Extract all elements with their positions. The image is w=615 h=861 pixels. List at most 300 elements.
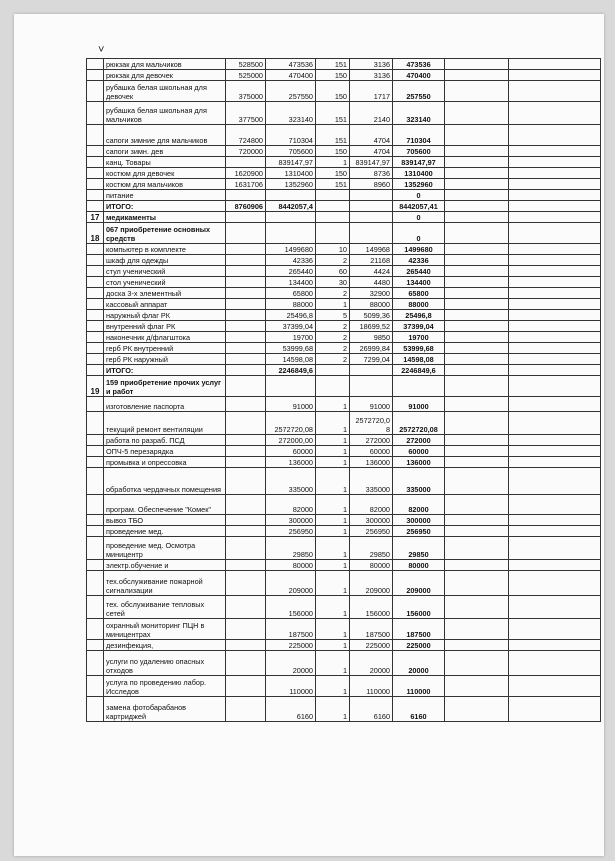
- table-row: [87, 468, 601, 495]
- plan-amount: 724800: [226, 125, 266, 146]
- empty-cell: [509, 537, 601, 560]
- empty-cell: [445, 376, 509, 397]
- quantity: 150: [316, 81, 350, 102]
- item-name: внутренний флаг РК: [104, 321, 226, 332]
- item-name: тех. обслуживание тепловых сетей: [104, 596, 226, 619]
- unit-price: 6160: [350, 697, 393, 722]
- table-row: [87, 446, 601, 457]
- plan-amount: [226, 596, 266, 619]
- empty-cell: [445, 201, 509, 212]
- empty-cell: [509, 223, 601, 244]
- empty-cell: [445, 223, 509, 244]
- quantity: 1: [316, 619, 350, 640]
- fact-amount: 37399,04: [266, 321, 316, 332]
- plan-amount: 1631706: [226, 179, 266, 190]
- empty-cell: [509, 560, 601, 571]
- total-amount: 0: [393, 190, 445, 201]
- table-row: [87, 299, 601, 310]
- item-name: кассовый аппарат: [104, 299, 226, 310]
- empty-cell: [509, 526, 601, 537]
- plan-amount: [226, 495, 266, 515]
- quantity: 1: [316, 468, 350, 495]
- fact-amount: 20000: [266, 651, 316, 676]
- table-row: [87, 157, 601, 168]
- empty-cell: [445, 179, 509, 190]
- item-name: текущий ремонт вентиляции: [104, 412, 226, 435]
- fact-amount: 156000: [266, 596, 316, 619]
- plan-amount: [226, 190, 266, 201]
- row-number: [87, 515, 104, 526]
- plan-amount: [226, 397, 266, 412]
- item-name: шкаф для одежды: [104, 255, 226, 266]
- item-name: стол ученический: [104, 277, 226, 288]
- item-name: замена фотобарабанов картриджей: [104, 697, 226, 722]
- quantity: [316, 365, 350, 376]
- quantity: 1: [316, 446, 350, 457]
- total-amount: 1499680: [393, 244, 445, 255]
- row-number: [87, 70, 104, 81]
- item-name: обработка чердачных помещения: [104, 468, 226, 495]
- quantity: 1: [316, 412, 350, 435]
- plan-amount: [226, 412, 266, 435]
- row-number: [87, 266, 104, 277]
- fact-amount: 710304: [266, 125, 316, 146]
- unit-price: 156000: [350, 596, 393, 619]
- empty-cell: [509, 515, 601, 526]
- fact-amount: 257550: [266, 81, 316, 102]
- empty-cell: [509, 697, 601, 722]
- fact-amount: 65800: [266, 288, 316, 299]
- total-amount: 839147,97: [393, 157, 445, 168]
- plan-amount: [226, 515, 266, 526]
- total-amount: 0: [393, 212, 445, 223]
- item-name: услуга по проведению лабор. Исследов: [104, 676, 226, 697]
- plan-amount: 525000: [226, 70, 266, 81]
- total-amount: 265440: [393, 266, 445, 277]
- table-row: [87, 397, 601, 412]
- quantity: 1: [316, 435, 350, 446]
- table-row: [87, 526, 601, 537]
- fact-amount: 225000: [266, 640, 316, 651]
- empty-cell: [509, 446, 601, 457]
- fact-amount: 209000: [266, 571, 316, 596]
- quantity: 1: [316, 560, 350, 571]
- plan-amount: [226, 310, 266, 321]
- empty-cell: [509, 168, 601, 179]
- unit-price: 4424: [350, 266, 393, 277]
- total-amount: 225000: [393, 640, 445, 651]
- table-row: [87, 277, 601, 288]
- empty-cell: [509, 435, 601, 446]
- table-row: [87, 266, 601, 277]
- unit-price: 839147,97: [350, 157, 393, 168]
- empty-cell: [445, 146, 509, 157]
- plan-amount: 375000: [226, 81, 266, 102]
- unit-price: 256950: [350, 526, 393, 537]
- total-amount: 2572720,08: [393, 412, 445, 435]
- plan-amount: [226, 343, 266, 354]
- row-number: [87, 446, 104, 457]
- fact-amount: 91000: [266, 397, 316, 412]
- empty-cell: [445, 435, 509, 446]
- quantity: 60: [316, 266, 350, 277]
- quantity: 2: [316, 321, 350, 332]
- table-row: [87, 223, 601, 244]
- row-number: [87, 288, 104, 299]
- table-body: [87, 59, 601, 722]
- unit-price: 3136: [350, 70, 393, 81]
- unit-price: 18699,52: [350, 321, 393, 332]
- empty-cell: [509, 397, 601, 412]
- row-number: [87, 59, 104, 70]
- total-amount: 91000: [393, 397, 445, 412]
- table-row: [87, 255, 601, 266]
- empty-cell: [445, 321, 509, 332]
- empty-cell: [445, 697, 509, 722]
- empty-cell: [445, 332, 509, 343]
- unit-price: 225000: [350, 640, 393, 651]
- total-amount: 14598,08: [393, 354, 445, 365]
- total-amount: 25496,8: [393, 310, 445, 321]
- quantity: 10: [316, 244, 350, 255]
- empty-cell: [509, 212, 601, 223]
- quantity: 1: [316, 495, 350, 515]
- quantity: 1: [316, 299, 350, 310]
- empty-cell: [509, 365, 601, 376]
- fact-amount: 60000: [266, 446, 316, 457]
- fact-amount: 29850: [266, 537, 316, 560]
- plan-amount: [226, 571, 266, 596]
- row-number: 17: [87, 212, 104, 223]
- fact-amount: 42336: [266, 255, 316, 266]
- empty-cell: [509, 676, 601, 697]
- table-row: [87, 596, 601, 619]
- empty-cell: [509, 146, 601, 157]
- row-number: [87, 157, 104, 168]
- quantity: 1: [316, 397, 350, 412]
- unit-price: 335000: [350, 468, 393, 495]
- row-number: [87, 299, 104, 310]
- empty-cell: [509, 651, 601, 676]
- unit-price: [350, 201, 393, 212]
- plan-amount: [226, 676, 266, 697]
- plan-amount: [226, 697, 266, 722]
- unit-price: 20000: [350, 651, 393, 676]
- table-row: [87, 651, 601, 676]
- table-row: [87, 146, 601, 157]
- empty-cell: [509, 157, 601, 168]
- unit-price: 110000: [350, 676, 393, 697]
- plan-amount: [226, 435, 266, 446]
- total-amount: 156000: [393, 596, 445, 619]
- item-name: стул ученический: [104, 266, 226, 277]
- unit-price: [350, 365, 393, 376]
- empty-cell: [445, 457, 509, 468]
- unit-price: 82000: [350, 495, 393, 515]
- table-row: [87, 125, 601, 146]
- quantity: 151: [316, 179, 350, 190]
- quantity: 1: [316, 651, 350, 676]
- total-amount: 335000: [393, 468, 445, 495]
- unit-price: 5099,36: [350, 310, 393, 321]
- total-amount: 300000: [393, 515, 445, 526]
- empty-cell: [509, 457, 601, 468]
- plan-amount: [226, 376, 266, 397]
- quantity: 1: [316, 515, 350, 526]
- empty-cell: [509, 343, 601, 354]
- row-number: [87, 619, 104, 640]
- table-row: [87, 310, 601, 321]
- empty-cell: [445, 70, 509, 81]
- fact-amount: [266, 212, 316, 223]
- empty-cell: [509, 70, 601, 81]
- quantity: 150: [316, 70, 350, 81]
- fact-amount: 470400: [266, 70, 316, 81]
- item-name: проведение мед.: [104, 526, 226, 537]
- plan-amount: [226, 223, 266, 244]
- fact-amount: 323140: [266, 102, 316, 125]
- quantity: 1: [316, 526, 350, 537]
- fact-amount: 272000,00: [266, 435, 316, 446]
- quantity: 1: [316, 571, 350, 596]
- unit-price: 60000: [350, 446, 393, 457]
- total-amount: 20000: [393, 651, 445, 676]
- unit-price: 3136: [350, 59, 393, 70]
- empty-cell: [445, 244, 509, 255]
- table-row: [87, 365, 601, 376]
- empty-cell: [509, 190, 601, 201]
- plan-amount: [226, 457, 266, 468]
- table-row: [87, 495, 601, 515]
- empty-cell: [509, 310, 601, 321]
- empty-cell: [445, 277, 509, 288]
- total-amount: 473536: [393, 59, 445, 70]
- empty-cell: [509, 179, 601, 190]
- row-number: [87, 457, 104, 468]
- table-row: [87, 212, 601, 223]
- empty-cell: [445, 310, 509, 321]
- fact-amount: 256950: [266, 526, 316, 537]
- empty-cell: [445, 102, 509, 125]
- fact-amount: 136000: [266, 457, 316, 468]
- item-name: сапоги зимн. дев: [104, 146, 226, 157]
- item-name: охранный мониторинг ПЦН в миницентрах: [104, 619, 226, 640]
- fact-amount: [266, 376, 316, 397]
- item-name: тех.обслуживание пожарной сигнализации: [104, 571, 226, 596]
- quantity: 151: [316, 102, 350, 125]
- table-row: [87, 354, 601, 365]
- fact-amount: 53999,68: [266, 343, 316, 354]
- unit-price: 209000: [350, 571, 393, 596]
- empty-cell: [445, 468, 509, 495]
- row-number: [87, 310, 104, 321]
- item-name: рубашка белая школьная для девочек: [104, 81, 226, 102]
- unit-price: 32900: [350, 288, 393, 299]
- empty-cell: [445, 266, 509, 277]
- row-number: [87, 343, 104, 354]
- row-number: [87, 146, 104, 157]
- total-amount: 209000: [393, 571, 445, 596]
- total-amount: 2246849,6: [393, 365, 445, 376]
- table-row: [87, 201, 601, 212]
- fact-amount: 14598,08: [266, 354, 316, 365]
- unit-price: 272000: [350, 435, 393, 446]
- table-row: [87, 697, 601, 722]
- total-amount: 323140: [393, 102, 445, 125]
- empty-cell: [509, 299, 601, 310]
- table-row: [87, 59, 601, 70]
- total-amount: 60000: [393, 446, 445, 457]
- table-row: [87, 168, 601, 179]
- unit-price: 4480: [350, 277, 393, 288]
- fact-amount: 88000: [266, 299, 316, 310]
- quantity: 1: [316, 457, 350, 468]
- quantity: 1: [316, 157, 350, 168]
- empty-cell: [445, 640, 509, 651]
- empty-cell: [509, 596, 601, 619]
- plan-amount: [226, 446, 266, 457]
- item-name: ИТОГО:: [104, 365, 226, 376]
- unit-price: [350, 190, 393, 201]
- table-row: [87, 343, 601, 354]
- fact-amount: 110000: [266, 676, 316, 697]
- row-number: [87, 102, 104, 125]
- quantity: 150: [316, 146, 350, 157]
- item-name: сапоги зимние для мальчиков: [104, 125, 226, 146]
- item-name: рюкзак для мальчиков: [104, 59, 226, 70]
- total-amount: 37399,04: [393, 321, 445, 332]
- empty-cell: [445, 343, 509, 354]
- quantity: 2: [316, 343, 350, 354]
- empty-cell: [445, 619, 509, 640]
- fact-amount: 1352960: [266, 179, 316, 190]
- fact-amount: 80000: [266, 560, 316, 571]
- empty-cell: [445, 446, 509, 457]
- empty-cell: [445, 288, 509, 299]
- item-name: услуги по удалению опасных отходов: [104, 651, 226, 676]
- total-amount: 187500: [393, 619, 445, 640]
- item-name: наконечник д/флагштока: [104, 332, 226, 343]
- empty-cell: [509, 495, 601, 515]
- plan-amount: 528500: [226, 59, 266, 70]
- row-number: [87, 468, 104, 495]
- plan-amount: [226, 288, 266, 299]
- quantity: 1: [316, 640, 350, 651]
- row-number: [87, 125, 104, 146]
- total-amount: 0: [393, 223, 445, 244]
- row-number: [87, 560, 104, 571]
- unit-price: 9850: [350, 332, 393, 343]
- expense-table: [86, 58, 601, 722]
- fact-amount: 300000: [266, 515, 316, 526]
- unit-price: 2140: [350, 102, 393, 125]
- unit-price: 80000: [350, 560, 393, 571]
- fact-amount: 25496,8: [266, 310, 316, 321]
- unit-price: 8736: [350, 168, 393, 179]
- empty-cell: [445, 571, 509, 596]
- unit-price: 149968: [350, 244, 393, 255]
- plan-amount: [226, 468, 266, 495]
- row-number: [87, 168, 104, 179]
- empty-cell: [445, 515, 509, 526]
- row-number: [87, 244, 104, 255]
- table-row: [87, 190, 601, 201]
- plan-amount: [226, 255, 266, 266]
- plan-amount: [226, 244, 266, 255]
- empty-cell: [509, 125, 601, 146]
- item-name: костюм для девочек: [104, 168, 226, 179]
- empty-cell: [445, 125, 509, 146]
- row-number: [87, 255, 104, 266]
- document-page: [14, 14, 604, 856]
- unit-price: 21168: [350, 255, 393, 266]
- plan-amount: 1620900: [226, 168, 266, 179]
- row-number: [87, 81, 104, 102]
- unit-price: 1717: [350, 81, 393, 102]
- item-name: вывоз ТБО: [104, 515, 226, 526]
- table-row: [87, 640, 601, 651]
- total-amount: 256950: [393, 526, 445, 537]
- empty-cell: [445, 212, 509, 223]
- corner-mark: ˅: [98, 44, 105, 56]
- empty-cell: [509, 255, 601, 266]
- unit-price: 4704: [350, 125, 393, 146]
- plan-amount: [226, 266, 266, 277]
- item-name: компьютер в комплекте: [104, 244, 226, 255]
- quantity: [316, 201, 350, 212]
- fact-amount: 1499680: [266, 244, 316, 255]
- item-name: проведение мед. Осмотра миницентр: [104, 537, 226, 560]
- fact-amount: 8442057,4: [266, 201, 316, 212]
- total-amount: 42336: [393, 255, 445, 266]
- table-row: [87, 70, 601, 81]
- total-amount: 110000: [393, 676, 445, 697]
- empty-cell: [445, 676, 509, 697]
- row-number: [87, 435, 104, 446]
- table-row: [87, 244, 601, 255]
- row-number: [87, 676, 104, 697]
- empty-cell: [445, 526, 509, 537]
- unit-price: 4704: [350, 146, 393, 157]
- plan-amount: [226, 321, 266, 332]
- empty-cell: [445, 596, 509, 619]
- quantity: 1: [316, 537, 350, 560]
- empty-cell: [509, 412, 601, 435]
- item-name: дезинфекция,: [104, 640, 226, 651]
- row-number: [87, 201, 104, 212]
- unit-price: [350, 212, 393, 223]
- item-name: костюм для мальчиков: [104, 179, 226, 190]
- table-row: [87, 676, 601, 697]
- item-name: электр.обучение и: [104, 560, 226, 571]
- empty-cell: [509, 59, 601, 70]
- quantity: 1: [316, 596, 350, 619]
- empty-cell: [509, 102, 601, 125]
- table-row: [87, 321, 601, 332]
- quantity: [316, 212, 350, 223]
- total-amount: 272000: [393, 435, 445, 446]
- fact-amount: 82000: [266, 495, 316, 515]
- plan-amount: [226, 332, 266, 343]
- total-amount: 257550: [393, 81, 445, 102]
- table-row: [87, 560, 601, 571]
- row-number: [87, 526, 104, 537]
- quantity: 151: [316, 59, 350, 70]
- empty-cell: [445, 157, 509, 168]
- fact-amount: [266, 223, 316, 244]
- total-amount: 80000: [393, 560, 445, 571]
- row-number: [87, 537, 104, 560]
